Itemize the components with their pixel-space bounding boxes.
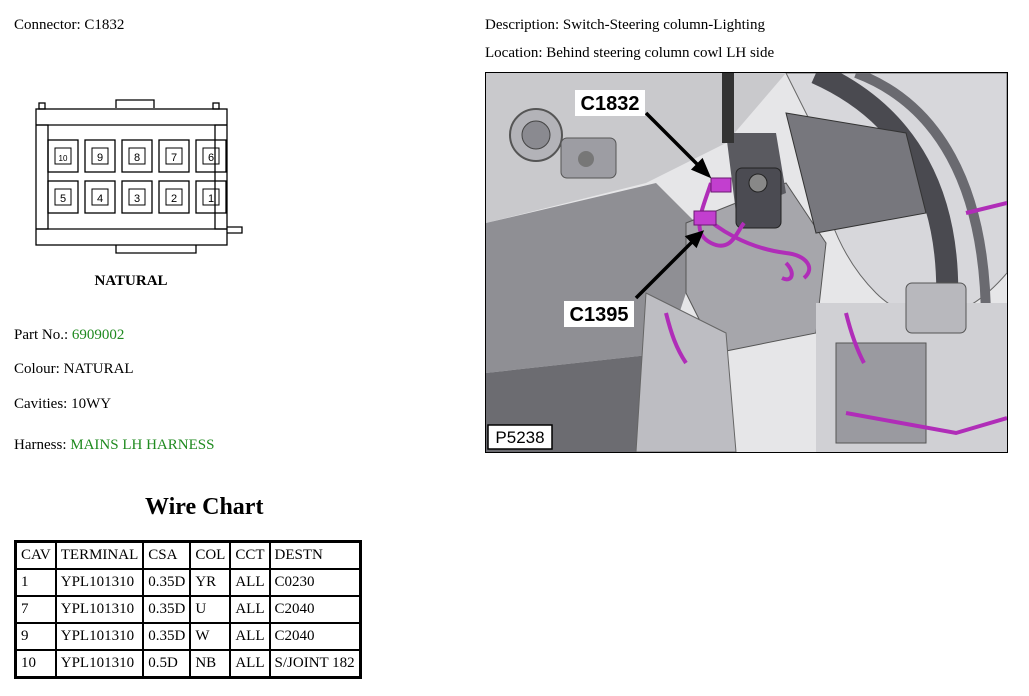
part-no-link[interactable]: 6909002 — [71, 327, 125, 343]
connector-label: Connector: — [14, 17, 81, 33]
cell-cav: 7 — [16, 596, 56, 623]
cell-terminal: YPL101310 — [56, 650, 144, 678]
wire-chart-header-row — [16, 542, 361, 570]
wire-chart-title: Wire Chart — [145, 494, 264, 520]
cavity-number-8: 8 — [133, 152, 141, 164]
description-value: Switch-Steering column-Lighting — [562, 17, 765, 33]
colour-label: Colour: — [14, 361, 60, 377]
location-line — [485, 45, 774, 62]
cell-destn: S/JOINT 182 — [270, 650, 361, 678]
col-header-csa: CSA — [143, 542, 190, 570]
cell-col: NB — [190, 650, 230, 678]
connector-line — [14, 17, 124, 34]
cell-cav: 9 — [16, 623, 56, 650]
cell-terminal: YPL101310 — [56, 623, 144, 650]
cavities-line — [14, 396, 111, 413]
cavity-number-4: 4 — [96, 193, 104, 205]
cell-terminal: YPL101310 — [56, 596, 144, 623]
location-photo — [485, 72, 1008, 453]
description-label: Description: — [485, 17, 560, 33]
diagram-caption: NATURAL — [94, 273, 168, 289]
col-header-terminal: TERMINAL — [56, 542, 144, 570]
harness-line — [14, 437, 214, 454]
cell-cav: 1 — [16, 569, 56, 596]
connector-value: C1832 — [84, 17, 125, 33]
location-value: Behind steering column cowl LH side — [546, 45, 775, 61]
cell-cav: 10 — [16, 650, 56, 678]
callout-c1395: C1395 — [569, 304, 629, 326]
cell-terminal: YPL101310 — [56, 569, 144, 596]
table-row — [16, 569, 361, 596]
col-header-cct: CCT — [230, 542, 269, 570]
cavity-number-9: 9 — [96, 152, 104, 164]
colour-value: NATURAL — [63, 361, 134, 377]
table-row — [16, 596, 361, 623]
cavity-number-1: 1 — [207, 193, 215, 205]
cavity-grid — [48, 140, 226, 213]
connector-face-diagram — [30, 95, 250, 295]
col-header-destn: DESTN — [270, 542, 361, 570]
cell-col: U — [190, 596, 230, 623]
cell-destn: C0230 — [270, 569, 361, 596]
cell-csa: 0.5D — [143, 650, 190, 678]
photo-ref-label: P5238 — [495, 428, 545, 447]
colour-line — [14, 361, 134, 378]
cavity-number-10: 10 — [58, 154, 68, 163]
part-no-line — [14, 327, 124, 344]
cell-csa: 0.35D — [143, 623, 190, 650]
table-row — [16, 623, 361, 650]
cell-col: YR — [190, 569, 230, 596]
harness-link[interactable]: MAINS LH HARNESS — [70, 437, 215, 453]
cavity-number-3: 3 — [133, 193, 141, 205]
cell-cct: ALL — [230, 596, 269, 623]
cavity-number-6: 6 — [207, 152, 215, 164]
location-label: Location: — [485, 45, 543, 61]
cell-csa: 0.35D — [143, 569, 190, 596]
col-header-col: COL — [190, 542, 230, 570]
wire-chart-table — [14, 540, 362, 679]
cavity-number-5: 5 — [59, 193, 67, 205]
location-illustration — [486, 73, 1007, 452]
cavities-value: 10WY — [71, 396, 112, 412]
harness-label: Harness: — [14, 437, 67, 453]
description-line — [485, 17, 765, 34]
col-header-cav: CAV — [16, 542, 56, 570]
cavity-number-7: 7 — [170, 152, 178, 164]
cell-col: W — [190, 623, 230, 650]
table-row — [16, 650, 361, 678]
cell-cct: ALL — [230, 569, 269, 596]
cell-cct: ALL — [230, 650, 269, 678]
callout-c1832: C1832 — [580, 93, 640, 115]
cell-destn: C2040 — [270, 623, 361, 650]
cavities-label: Cavities: — [14, 396, 68, 412]
cell-csa: 0.35D — [143, 596, 190, 623]
cell-destn: C2040 — [270, 596, 361, 623]
cavity-number-2: 2 — [170, 193, 178, 205]
part-no-label: Part No.: — [14, 327, 69, 343]
cell-cct: ALL — [230, 623, 269, 650]
